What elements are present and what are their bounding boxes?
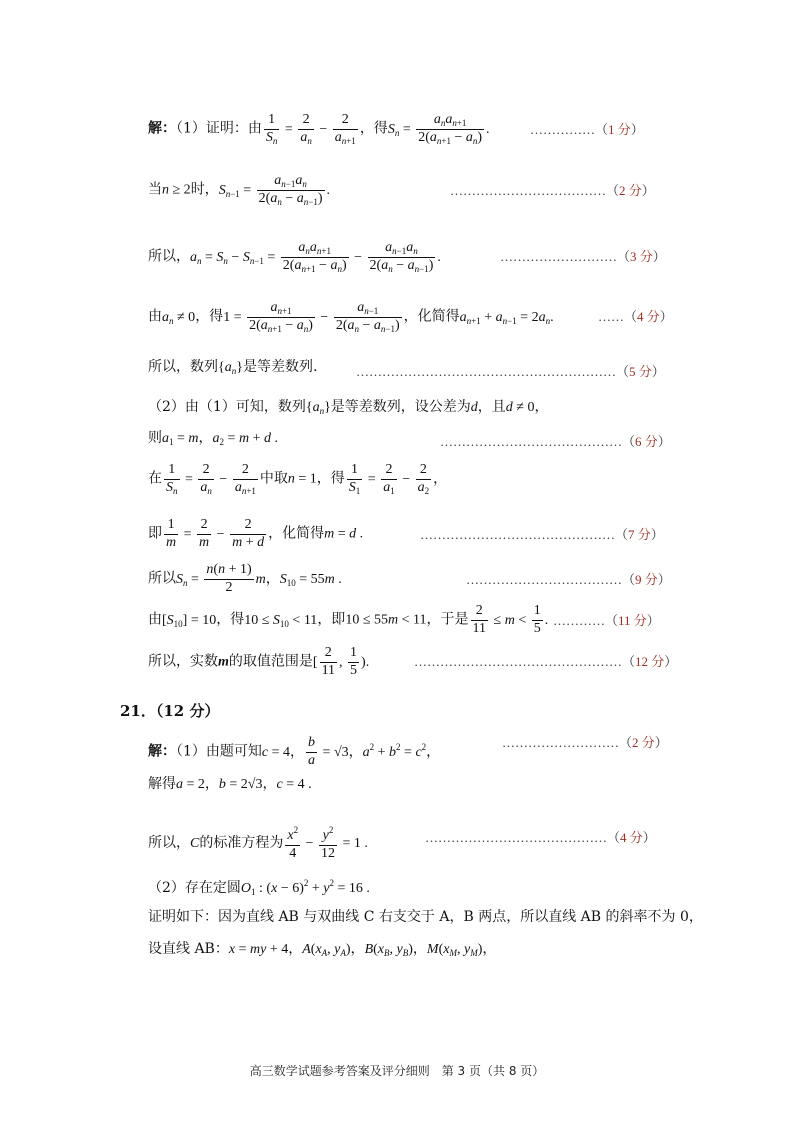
q21-score-2: ………………………（2 分）	[502, 735, 668, 750]
q21-line-3: 所以，C的标准方程为 $\frac{x^2}{4}$ − $\frac{y^2}{12}$ = 1 .	[148, 825, 368, 861]
q21-line-6: 设直线 AB：x = my + 4，$A(x_A$, $y_A$)，$B(x_B$, $y_B$)，$M(x_M$, $y_M$)，	[148, 941, 497, 958]
score-4: ……（4 分）	[598, 309, 673, 324]
solution-line-4: 由$a_n \ne 0$，得1 = $\frac{a_{n+1}}{2(a_{n+1} - a_n)}$ − $\frac{a_{n-1}}{2(a_n - a_{n-1})}$ ，化简得$a_{n+1} + a_{n-1} = 2a_n$.	[148, 300, 554, 334]
q21-score-4: ……………………………………（4 分）	[425, 830, 656, 845]
solution-line-7: 则$a_1 = m$，$a_2 = m + d$ .	[148, 430, 278, 447]
solution-label: 解：	[148, 743, 176, 760]
score-7: ………………………………………（7 分）	[420, 527, 664, 542]
solution-line-2: 当n ≥ 2时，$S_{n-1}$ = $\frac{a_{n-1}a_n}{2(a_n - a_{n-1})}$ .	[148, 173, 330, 207]
score-1: ……………（1 分）	[530, 122, 644, 137]
score-2: ………………………………（2 分）	[450, 183, 655, 198]
score-9: ………………………………（9 分）	[466, 572, 671, 587]
q21-line-2: 解得a = 2，b = 2√3，c = 4 .	[148, 776, 312, 792]
solution-line-5: 所以，数列$\{a_n\}$是等差数列.	[148, 359, 318, 376]
solution-line-9: 即 $\frac{1}{m}$ = $\frac{2}{m}$ − $\frac{2}{m + d}$ ，化简得m = d .	[148, 517, 364, 550]
solution-line-11: 由$[S_{10}] = 10$，得$10 \le S_{10} < 11$，即10 ≤ 55m < 11，于是 $\frac{2}{11}$ ≤ m < $\frac{1}{5}$ .	[148, 603, 549, 636]
solution-line-8: 在 $\frac{1}{S_n}$ = $\frac{2}{a_n}$ − $\frac{2}{a_{n+1}}$ 中取n = 1，得 $\frac{1}{S_1}$ = $\frac{2}{a_1}$ − $\frac{2}{a_2}$ ，	[148, 462, 448, 496]
solution-line-6: （2）由（1）可知，数列$\{a_n\}$是等差数列，设公差为d，且d ≠ 0，	[148, 399, 549, 416]
score-6: ……………………………………（6 分）	[440, 434, 671, 449]
solution-line-10: 所以$S_n$ = $\frac{n(n + 1)}{2}$ m，$S_{10} = 55m$ .	[148, 562, 342, 595]
solution-label: 解：	[148, 120, 176, 137]
score-11: …………（11 分）	[553, 613, 660, 628]
q21-line-4: （2）存在定圆$O_1$ : $(x - 6)^2 + y^2 = 16$ .	[148, 878, 370, 897]
q21-line-1: 解：（1）由题可知c = 4， $\frac{b}{a}$ = √3，$a^2 + b^2 = c^2$，	[148, 735, 441, 768]
score-3: ………………………（3 分）	[500, 249, 666, 264]
question-21-title: 21．（12 分）	[120, 702, 220, 720]
solution-line-1: 解：（1）证明：由 $\frac{1}{S_n}$ = $\frac{2}{a_n}$ − $\frac{2}{a_{n+1}}$ ，得$S_n$ = $\frac{a_na_{n+1}}{2(a_{n+1} - a_n)}$ .	[148, 112, 490, 146]
solution-line-3: 所以，$a_n = S_n - S_{n-1}$ = $\frac{a_na_{n+1}}{2(a_{n+1} - a_n)}$ − $\frac{a_{n-1}a_n}{2(a_n - a_{n-1})}$ .	[148, 240, 441, 274]
solution-line-12: 所以，实数m的取值范围是[ $\frac{2}{11}$ , $\frac{1}{5}$ ).	[148, 645, 370, 678]
q21-line-5: 证明如下：因为直线 AB 与双曲线 C 右支交于 A，B 两点，所以直线 AB 的斜率不为 0，	[148, 909, 703, 925]
score-5: ……………………………………………………（5 分）	[356, 364, 665, 379]
score-12: …………………………………………（12 分）	[414, 654, 678, 669]
page-footer: 高三数学试题参考答案及评分细则 第 3 页（共 8 页）	[249, 1064, 545, 1078]
